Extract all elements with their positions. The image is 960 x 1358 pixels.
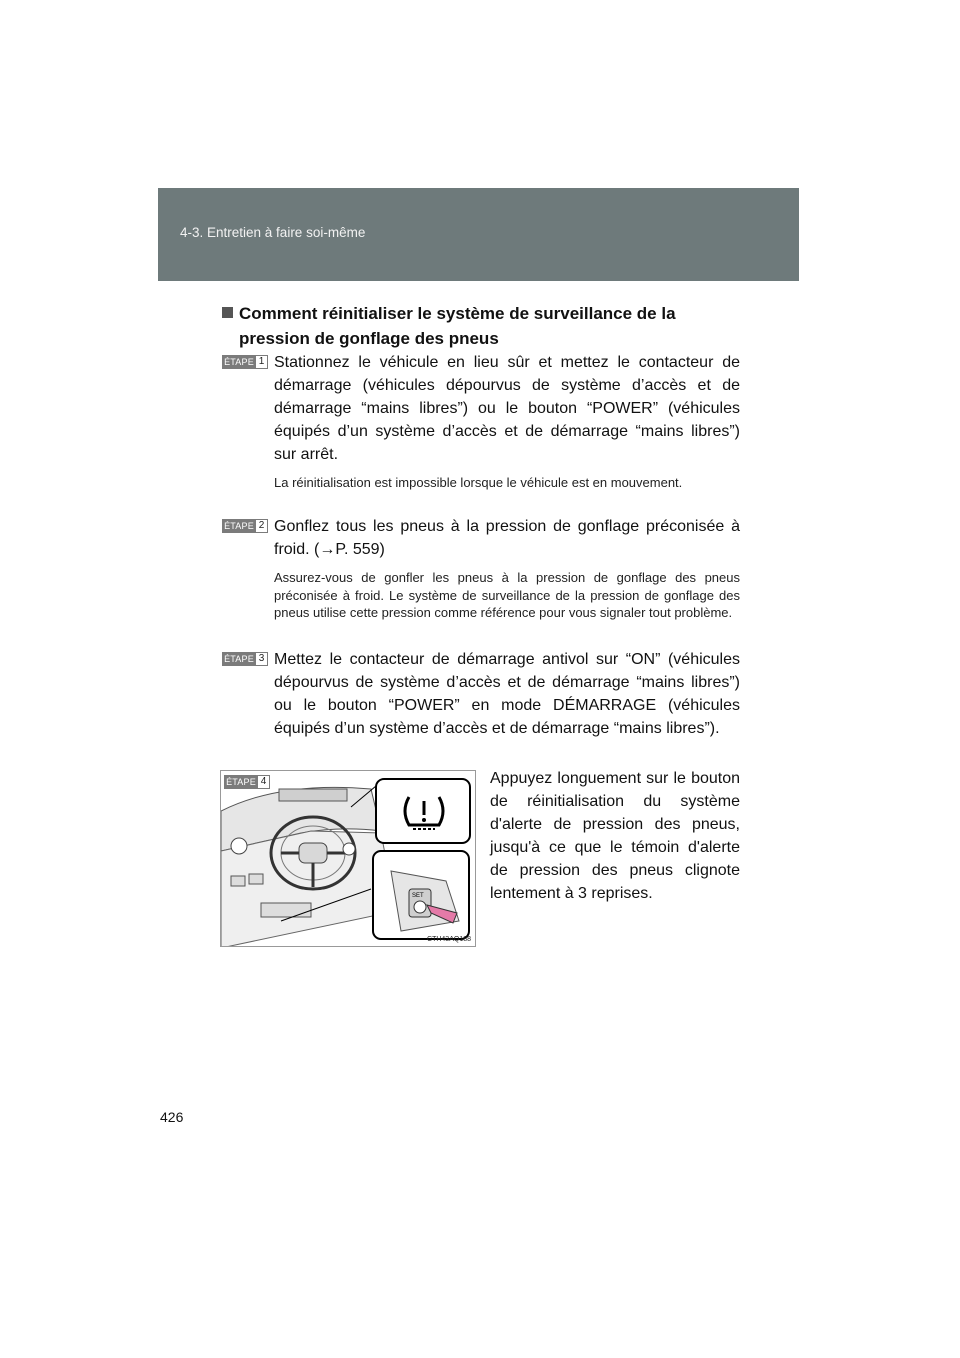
figure-code: CTH43AQ188: [427, 936, 471, 943]
step-text: Stationnez le véhicule en lieu sûr et mettez le contacteur de démarrage (véhicules dépourvus de système d’accès et de démarrage “mains libres”) ou le bouton “POWER” (véhicules équipés d’un système d’accès et de démarrage “mains libres”) sur arrêt.: [274, 354, 740, 463]
heading-line-2: pression de gonflage des pneus: [239, 329, 499, 348]
step-number: 3: [256, 652, 268, 666]
section-heading: [222, 301, 740, 351]
square-bullet-icon: [222, 307, 233, 318]
page-number: 426: [160, 1109, 184, 1125]
step-badge: [222, 519, 268, 533]
step-1: [222, 351, 740, 492]
step-number: 1: [256, 355, 268, 369]
heading-line-1: Comment réinitialiser le système de surveillance de la: [239, 304, 676, 323]
step-3: [222, 648, 740, 740]
step-label: ÉTAPE: [222, 652, 256, 666]
step-label: ÉTAPE: [224, 775, 258, 789]
step-text: Mettez le contacteur de démarrage antivol sur “ON” (véhicules dépourvus de système d’accès et de démarrage “mains libres”) ou le bouton “POWER” en mode DÉMARRAGE (véhicules équipés d’un système d’accès et de démarrage “mains libres”).: [274, 651, 740, 737]
set-button-label: SET: [412, 893, 424, 899]
step-badge: [224, 775, 270, 789]
step-note: La réinitialisation est impossible lorsque le véhicule est en mouvement.: [274, 475, 683, 490]
dashboard-drawing: [221, 771, 476, 947]
step-4-text: Appuyez longuement sur le bouton de réinitialisation du système d'alerte de pression des pneus, jusqu'à ce que le témoin d'alerte de pression des pneus clignote lentement à 3 reprises.: [490, 770, 740, 902]
step-label: ÉTAPE: [222, 355, 256, 369]
step-badge: [222, 355, 268, 369]
step-badge: [222, 652, 268, 666]
step-label: ÉTAPE: [222, 519, 256, 533]
step-number: 4: [258, 775, 270, 789]
header-band: [158, 188, 799, 281]
section-title: 4-3. Entretien à faire soi-même: [180, 225, 366, 240]
step-note: Assurez-vous de gonfler les pneus à la pression de gonflage des pneus préconisée à froid. Le système de surveillance de la pression de gonflage des pneus utilise cette pression comme référence pour vous signaler tout problème.: [274, 570, 740, 620]
step-text: Gonflez tous les pneus à la pression de gonflage préconisée à froid. (→P. 559): [274, 518, 740, 558]
step-2: [222, 515, 740, 622]
dashboard-illustration: [220, 770, 476, 947]
step-number: 2: [256, 519, 268, 533]
